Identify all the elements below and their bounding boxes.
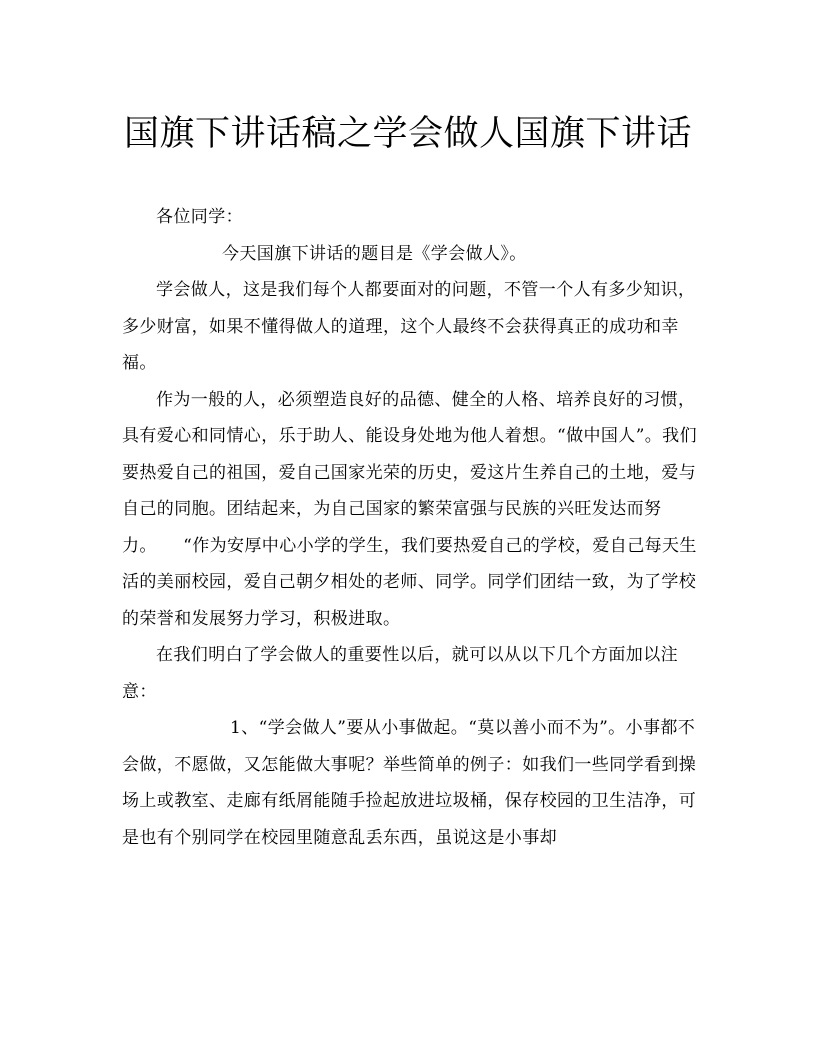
subject-line: 今天国旗下讲话的题目是《学会做人》。 bbox=[222, 243, 527, 264]
document-title: 国旗下讲话稿之学会做人国旗下讲话 bbox=[123, 114, 692, 154]
paragraph-transition: 在我们明白了学会做人的重要性以后，就可以从以下几个方面加以注意： bbox=[122, 645, 678, 702]
point-1-paragraph: 1、“学会做人”要从小事做起。“莫以善小而不为”。小事都不会做，不愿做，又怎能做大事呢？举些简单的例子：如我们一些同学看到操场上或教室、走廊有纸屑能随手捡起放进垃圾桶，保存校园的卫生洁净，可是也有个别同学在校园里随意乱丢东西，虽说这是小事却 bbox=[122, 718, 697, 848]
document-body bbox=[122, 199, 698, 856]
paragraph-character: 作为一般的人，必须塑造良好的品德、健全的人格、培养良好的习惯，具有爱心和同情心，乐于助人、能设身处地为他人着想。“做中国人”。我们要热爱自己的祖国，爱自己国家光荣的历史，爱这片生养自己的土地，爱与自己的同胞。团结起来，为自己国家的繁荣富强与民族的兴旺发达而努力。 “作为安厚中心小学的学生，我们要热爱自己的学校，爱自己每天生活的美丽校园，爱自己朝夕相处的老师、同学。同学们团结一致，为了学校的荣誉和发展努力学习，积极进取。 bbox=[122, 389, 697, 629]
paragraph-intro: 学会做人，这是我们每个人都要面对的问题，不管一个人有多少知识，多少财富，如果不懂得做人的道理，这个人最终不会获得真正的成功和幸福。 bbox=[122, 280, 696, 373]
salutation-line: 各位同学： bbox=[156, 207, 243, 227]
